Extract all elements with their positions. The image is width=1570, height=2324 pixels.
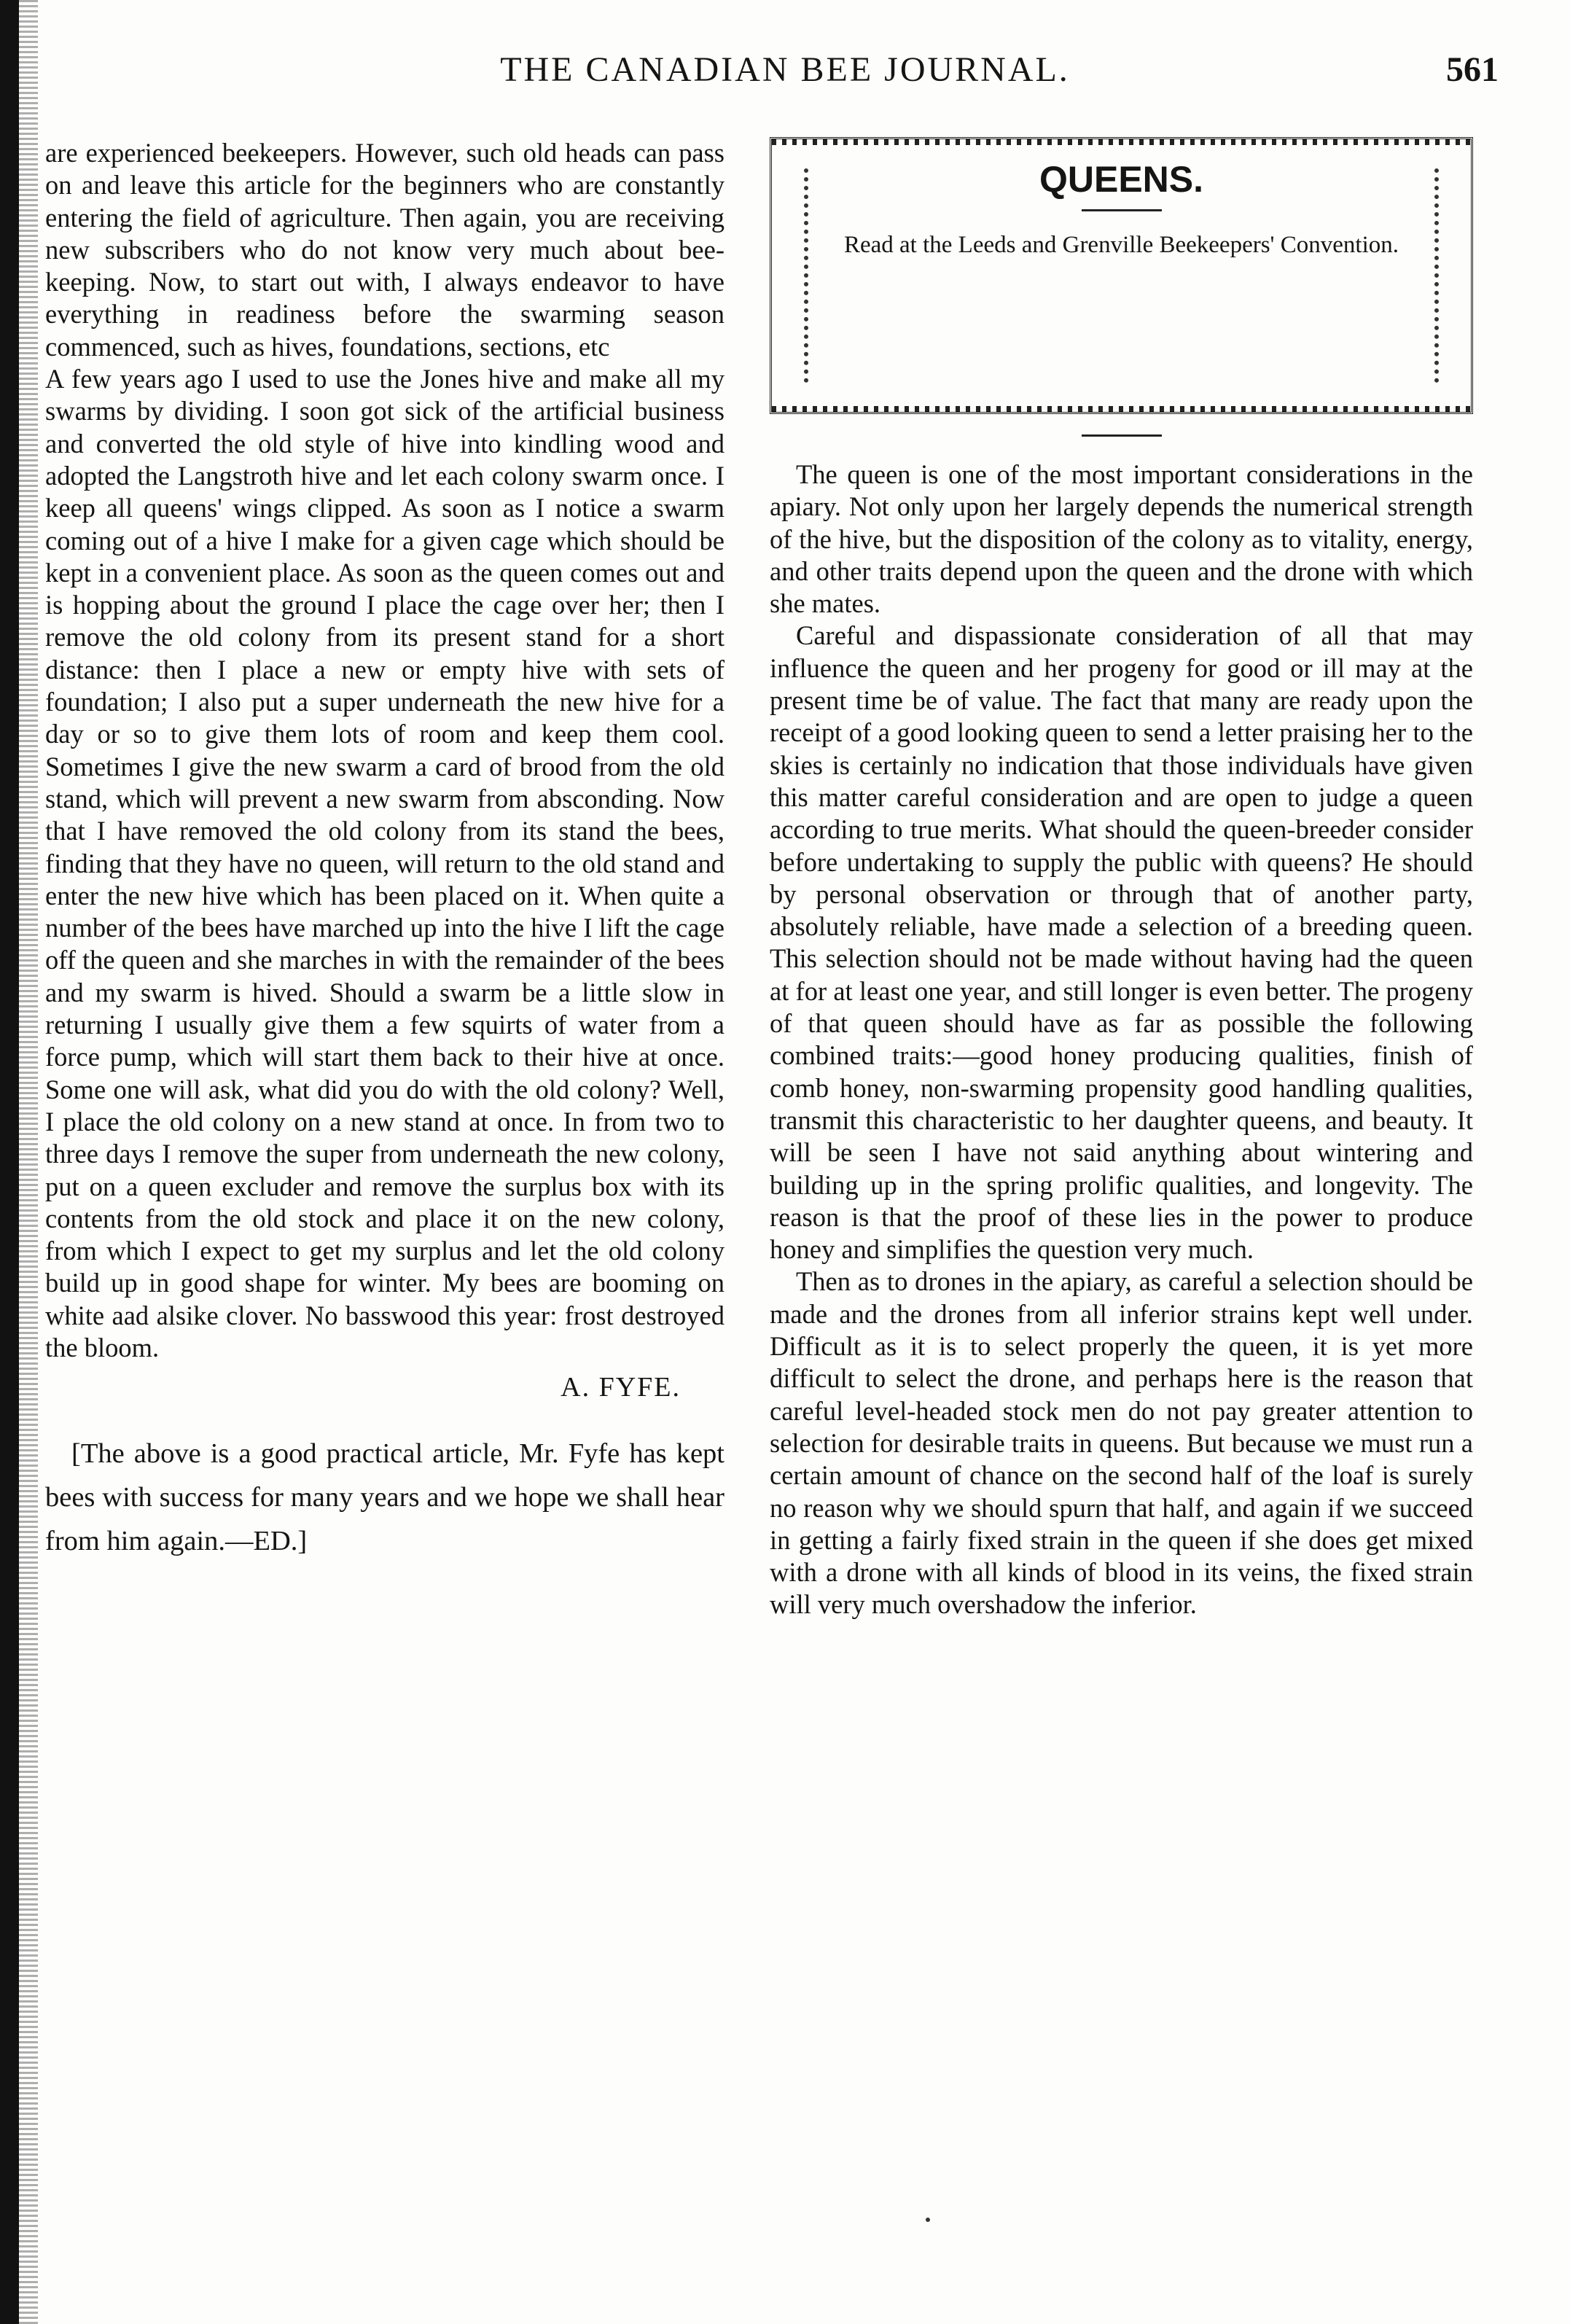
left-column: [45, 137, 725, 1563]
right-paragraph-1: The queen is one of the most important considerations in the apiary. Not only upon her largely depends the numerical strength of the hive, but the disposition of the colony as to vitality, energy, and other traits depend upon the queen and the drone with which she mates.: [770, 459, 1473, 619]
page-number: 561: [1446, 50, 1499, 89]
running-header: [0, 45, 1570, 104]
ink-speck: [926, 2218, 930, 2222]
left-paragraph-1: are experienced beekeepers. However, such old heads can pass on and leave this article for the beginners who are constantly entering the field of agriculture. Then again, you are receiving new subscribers who do not know very much about bee-keeping. Now, to start out with, I always endeavor to have everything in readiness before the swarming season commenced, such as hives, foundations, sections, etc: [45, 138, 725, 362]
page-binding-edge: [0, 0, 19, 2324]
author-signature: A. FYFE.: [561, 1372, 681, 1403]
right-paragraph-2: Careful and dispassionate consideration of all that may influence the queen and her progeny for good or ill may at the present time be of value. The fact that many are ready upon the receipt of a good looking queen to send a letter praising her to the skies is certainly no indication that those individuals have given this matter careful consideration and are open to judge a queen according to true merits. What should the queen-breeder consider before undertaking to supply the public with queens? He should by personal observation or through that of another party, absolutely reliable, have made a selection of a breeding queen. This selection should not be made without having had the queen at for at least one year, and still longer is even better. The progeny of that queen should have as far as possible the following combined traits:—good honey producing qualities, finish of comb honey, non-swarming propensity good handling qualities, transmit this characteristic to her daughter queens, and beauty. It will be seen I have not said anything about wintering and building up in the spring prolific qualities, and longevity. The reason is that the proof of these lies in the power to produce honey and simplifies the question very much.: [770, 620, 1473, 1265]
article-title: QUEENS.: [1039, 159, 1204, 200]
right-paragraph-3: Then as to drones in the apiary, as careful a selection should be made and the drones from all inferior strains kept well under. Difficult as it is to select properly the queen, it is yet more difficult to select the drone, and perhaps here is the reason that careful level-headed stock men do not pay greater attention to selection for desirable traits in queens. But because we must run a certain amount of chance on the second half of the loaf is surely no reason why we should spurn that half, and again if we succeed in getting a fairly fixed strain in the queen if she does get mixed with a drone with all kinds of blood in its veins, the fixed strain will very much overshadow the inferior.: [770, 1266, 1473, 1620]
journal-title: THE CANADIAN BEE JOURNAL.: [500, 50, 1070, 89]
article-subtitle: Read at the Leeds and Grenville Beekeepers' Convention.: [843, 232, 1399, 258]
editor-note: [The above is a good practical article, Mr. Fyfe has kept bees with success for many years and we hope we shall hear from him again.—ED.]: [45, 1438, 725, 1556]
page-binding-shadow: [19, 0, 38, 2324]
right-column: [770, 137, 1473, 1621]
left-paragraph-2: A few years ago I used to use the Jones hive and make all my swarms by dividing. I soon got sick of the artificial business and converted the old style of hive into kindling wood and adopted the Langstroth hive and let each colony swarm once. I keep all queens' wings clipped. As soon as I notice a swarm coming out of a hive I make for a given cage which should be kept in a convenient place. As soon as the queen comes out and is hopping about the ground I place the cage over her; then I remove the old colony from its present stand for a short distance: then I place a new or empty hive with sets of foundation; I also put a super underneath the new hive for a day or so to give them lots of room and keep them cool. Sometimes I give the new swarm a card of brood from the old stand, which will prevent a new swarm from absconding. Now that I have removed the old colony from its stand the bees, finding that they have no queen, will return to the old stand and enter the new hive which has been placed on it. When quite a number of the bees have marched up into the hive I lift the cage off the queen and she marches in with the remainder of the bees and my swarm is hived. Should a swarm be a little slow in returning I usually give them a few squirts of water from a force pump, which will start them back to their hive at once. Some one will ask, what did you do with the old colony? Well, I place the old colony on a new stand at once. In from two to three days I remove the super from underneath the new colony, put on a queen excluder and remove the surplus box with its contents from the old stock and place it on the new colony, from which I expect to get my surplus and let the old colony build up in good shape for winter. My bees are booming on white aad alsike clover. No basswood this year: frost destroyed the bloom.: [45, 364, 725, 1362]
ornamental-border: [804, 168, 1439, 383]
article-title-box: [770, 137, 1473, 414]
section-rule: [1082, 434, 1162, 437]
title-rule: [1082, 209, 1162, 211]
